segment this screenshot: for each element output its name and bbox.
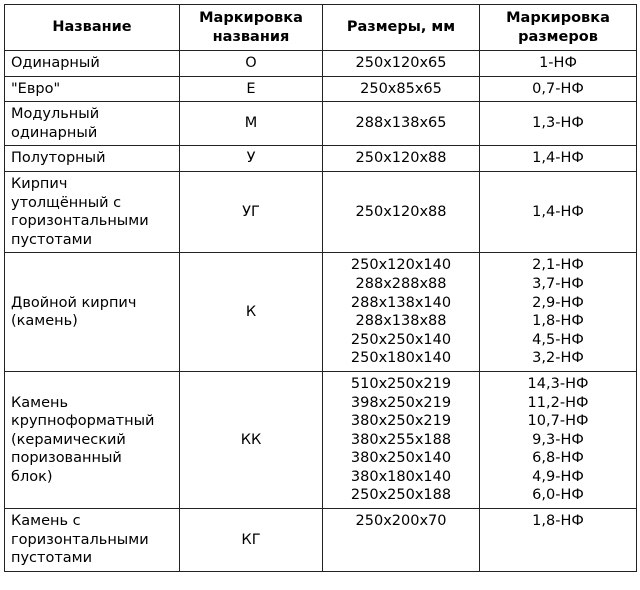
cell-marking: К xyxy=(180,253,323,372)
table-row xyxy=(5,171,637,252)
size-value: 288х288х88 xyxy=(355,275,447,292)
cell-name: Полуторный xyxy=(5,146,180,172)
size-code: 1,4-НФ xyxy=(532,203,584,220)
size-code: 3,2-НФ xyxy=(532,350,584,367)
cell-marking: Е xyxy=(180,76,323,102)
table-row xyxy=(5,509,637,572)
cell-name-text: Камень с горизонтальными пустотами xyxy=(11,513,149,567)
header-size-marking: Маркировка размеров xyxy=(480,5,637,51)
size-value: 288х138х140 xyxy=(350,294,452,311)
cell-marking: О xyxy=(180,51,323,77)
size-value: 398х250х219 xyxy=(350,394,452,411)
size-value: 250х250х188 xyxy=(350,487,452,504)
size-value: 250х120х88 xyxy=(355,203,447,220)
cell-name-text: Двойной кирпич (камень) xyxy=(11,294,137,330)
size-code: 0,7-НФ xyxy=(532,80,584,97)
cell-name-text: Модульный одинарный xyxy=(11,106,100,141)
size-code: 11,2-НФ xyxy=(527,394,589,411)
cell-marking: У xyxy=(180,146,323,172)
size-value: 250х85х65 xyxy=(360,80,442,97)
size-code: 1,8-НФ xyxy=(532,313,584,330)
cell-name xyxy=(5,253,180,372)
size-code: 1,8-НФ xyxy=(532,513,584,530)
cell-size-marking xyxy=(480,253,637,372)
size-code: 1,4-НФ xyxy=(532,150,584,167)
table-row xyxy=(5,146,637,172)
cell-sizes xyxy=(323,253,480,372)
size-code: 4,9-НФ xyxy=(532,468,584,485)
cell-sizes xyxy=(323,171,480,252)
header-row xyxy=(5,5,637,51)
table-row xyxy=(5,102,637,146)
size-value: 380х255х188 xyxy=(350,431,452,448)
size-code: 2,9-НФ xyxy=(532,294,584,311)
cell-marking: КГ xyxy=(180,509,323,572)
cell-sizes xyxy=(323,371,480,508)
cell-marking: УГ xyxy=(180,171,323,252)
cell-size-marking xyxy=(480,371,637,508)
table-row xyxy=(5,253,637,372)
cell-name xyxy=(5,509,180,572)
header-sizes: Размеры, мм xyxy=(323,5,480,51)
size-value: 288х138х88 xyxy=(355,313,447,330)
size-value: 288х138х65 xyxy=(355,115,447,132)
size-code: 9,3-НФ xyxy=(532,431,584,448)
cell-name xyxy=(5,371,180,508)
size-code: 4,5-НФ xyxy=(532,331,584,348)
cell-size-marking xyxy=(480,509,637,572)
cell-sizes xyxy=(323,146,480,172)
cell-name xyxy=(5,102,180,146)
cell-sizes xyxy=(323,76,480,102)
cell-size-marking xyxy=(480,171,637,252)
size-value: 380х180х140 xyxy=(350,468,452,485)
size-value: 510х250х219 xyxy=(350,375,452,392)
cell-name: Одинарный xyxy=(5,51,180,77)
cell-sizes xyxy=(323,102,480,146)
header-name: Название xyxy=(5,5,180,51)
size-code: 6,0-НФ xyxy=(532,487,584,504)
cell-name xyxy=(5,171,180,252)
cell-name-text: Камень крупноформатный (керамический поризованный блок) xyxy=(11,394,155,485)
cell-marking: М xyxy=(180,102,323,146)
brick-types-table xyxy=(4,4,637,572)
size-code: 1,3-НФ xyxy=(532,115,584,132)
size-value: 250х200х70 xyxy=(355,513,447,530)
size-value: 250х120х65 xyxy=(355,55,447,71)
size-value: 380х250х219 xyxy=(350,413,452,430)
size-value: 250х180х140 xyxy=(350,350,452,367)
cell-sizes xyxy=(323,51,480,77)
size-code: 1-НФ xyxy=(539,55,577,71)
cell-sizes xyxy=(323,509,480,572)
table-row xyxy=(5,76,637,102)
cell-size-marking xyxy=(480,102,637,146)
size-code: 3,7-НФ xyxy=(532,275,584,292)
size-value: 250х250х140 xyxy=(350,331,452,348)
size-value: 250х120х88 xyxy=(355,150,447,167)
size-code: 6,8-НФ xyxy=(532,450,584,467)
table-row xyxy=(5,371,637,508)
cell-name-text: Кирпич утолщённый с горизонтальными пустотами xyxy=(11,175,149,248)
size-value: 250х120х140 xyxy=(350,257,452,274)
size-code: 14,3-НФ xyxy=(527,375,589,392)
cell-size-marking xyxy=(480,146,637,172)
size-code: 2,1-НФ xyxy=(532,257,584,274)
table-row xyxy=(5,51,637,77)
cell-marking: КК xyxy=(180,371,323,508)
size-code: 10,7-НФ xyxy=(527,413,589,430)
header-marking: Маркировка названия xyxy=(180,5,323,51)
cell-size-marking xyxy=(480,76,637,102)
cell-name: "Евро" xyxy=(5,76,180,102)
size-value: 380х250х140 xyxy=(350,450,452,467)
cell-size-marking xyxy=(480,51,637,77)
